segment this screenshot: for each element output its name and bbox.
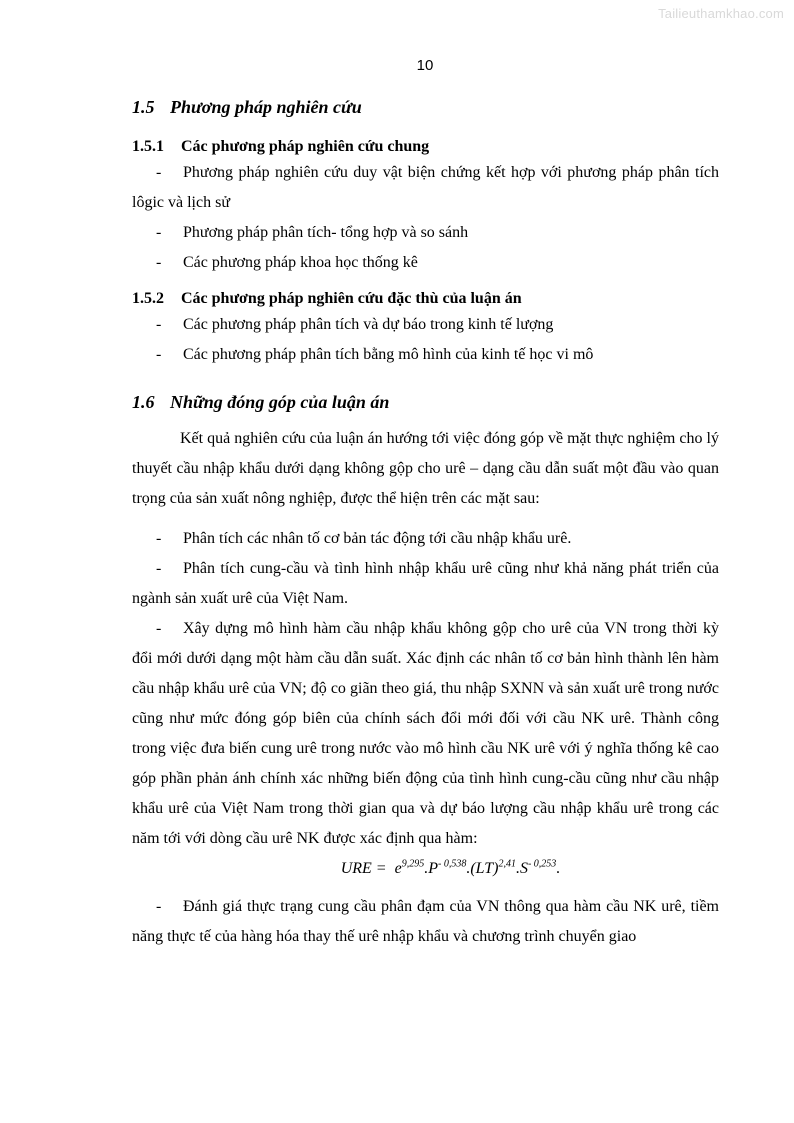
- list-item: [132, 310, 719, 340]
- formula-exponent: - 0,538: [437, 858, 467, 870]
- document-body: [132, 95, 719, 952]
- subsection-title: Các phương pháp nghiên cứu chung: [181, 138, 430, 155]
- dash-bullet: -: [156, 560, 162, 577]
- dash-bullet: -: [156, 620, 162, 637]
- section-1-6-heading: [132, 390, 719, 414]
- list-item: [132, 892, 719, 952]
- list-item: [132, 158, 719, 218]
- dash-bullet: -: [156, 224, 162, 241]
- formula-term: e: [394, 860, 402, 877]
- list-item-text: Các phương pháp khoa học thống kê: [183, 254, 418, 271]
- list-item-text: Phân tích các nhân tố cơ bản tác động tới cầu nhập khẩu urê.: [183, 530, 572, 547]
- formula-term: .(LT): [466, 860, 499, 877]
- dash-bullet: -: [156, 346, 162, 363]
- list-item: [132, 554, 719, 614]
- list-item-text: Phương pháp phân tích- tổng hợp và so sánh: [183, 224, 469, 241]
- dash-bullet: -: [156, 530, 162, 547]
- formula-term: .P: [424, 860, 438, 877]
- demand-formula: [132, 854, 719, 884]
- list-item-text: Phương pháp nghiên cứu duy vật biện chứng kết hợp với phương pháp phân tích lôgic và lịch sử: [132, 164, 719, 211]
- section-number: 1.6: [132, 392, 155, 412]
- list-item: [132, 218, 719, 248]
- list-item: [132, 524, 719, 554]
- watermark: Tailieuthamkhao.com: [658, 6, 784, 21]
- formula-lhs: URE =: [340, 860, 387, 877]
- subsection-number: 1.5.1: [132, 138, 164, 155]
- formula-term: .S: [515, 860, 528, 877]
- subsection-1-5-1-heading: [132, 136, 719, 158]
- subsection-number: 1.5.2: [132, 290, 164, 307]
- subsection-title: Các phương pháp nghiên cứu đặc thù của luận án: [181, 290, 522, 307]
- dash-bullet: -: [156, 316, 162, 333]
- section-1-5-heading: [132, 95, 719, 119]
- list-item-text: Đánh giá thực trạng cung cầu phân đạm của VN thông qua hàm cầu NK urê, tiềm năng thực tế của hàng hóa thay thế urê nhập khẩu và chương trình chuyển giao: [132, 898, 719, 945]
- section-number: 1.5: [132, 97, 155, 117]
- section-title: Những đóng góp của luận án: [170, 392, 390, 412]
- dash-bullet: -: [156, 164, 162, 181]
- list-item-text: Các phương pháp phân tích và dự báo trong kinh tế lượng: [183, 316, 554, 333]
- list-item-text: Xây dựng mô hình hàm cầu nhập khẩu không gộp cho urê của VN trong thời kỳ đổi mới dưới dạng một hàm cầu dẫn suất. Xác định các nhân tố cơ bản hình thành lên hàm cầu nhập khẩu urê của VN; độ co giãn theo giá, thu nhập SXNN và sản xuất urê trong nước cũng như mức đóng góp biên của chính sách đổi mới đối với cầu NK urê. Thành công trong việc đưa biến cung urê trong nước vào mô hình cầu NK urê với ý nghĩa thống kê cao góp phần phản ánh chính xác những biến động của tình hình cung-cầu cũng như cầu nhập khẩu urê của Việt Nam trong thời gian qua và dự báo lượng cầu nhập khẩu urê trong các năm tới với dòng cầu urê NK được xác định qua hàm:: [132, 620, 719, 847]
- formula-end: .: [556, 860, 561, 877]
- list-item: [132, 614, 719, 854]
- list-item: [132, 248, 719, 278]
- subsection-1-5-2-heading: [132, 288, 719, 310]
- list-item: [132, 340, 719, 370]
- section-title: Phương pháp nghiên cứu: [170, 97, 362, 117]
- dash-bullet: -: [156, 254, 162, 271]
- formula-exponent: 9,295: [401, 858, 425, 870]
- page-number: 10: [416, 57, 434, 74]
- list-item-text: Các phương pháp phân tích bằng mô hình của kinh tế học vi mô: [183, 346, 594, 363]
- formula-exponent: - 0,253: [527, 858, 557, 870]
- list-item-text: Phân tích cung-cầu và tình hình nhập khẩu urê cũng như khả năng phát triển của ngành sản xuất urê của Việt Nam.: [132, 560, 719, 607]
- intro-paragraph: Kết quả nghiên cứu của luận án hướng tới việc đóng góp về mặt thực nghiệm cho lý thuyết cầu nhập khẩu dưới dạng không gộp cho urê – dạng cầu dẫn suất một đầu vào quan trọng của sản xuất nông nghiệp, được thể hiện trên các mặt sau:: [132, 430, 719, 507]
- formula-exponent: 2,41: [498, 858, 516, 870]
- dash-bullet: -: [156, 898, 162, 915]
